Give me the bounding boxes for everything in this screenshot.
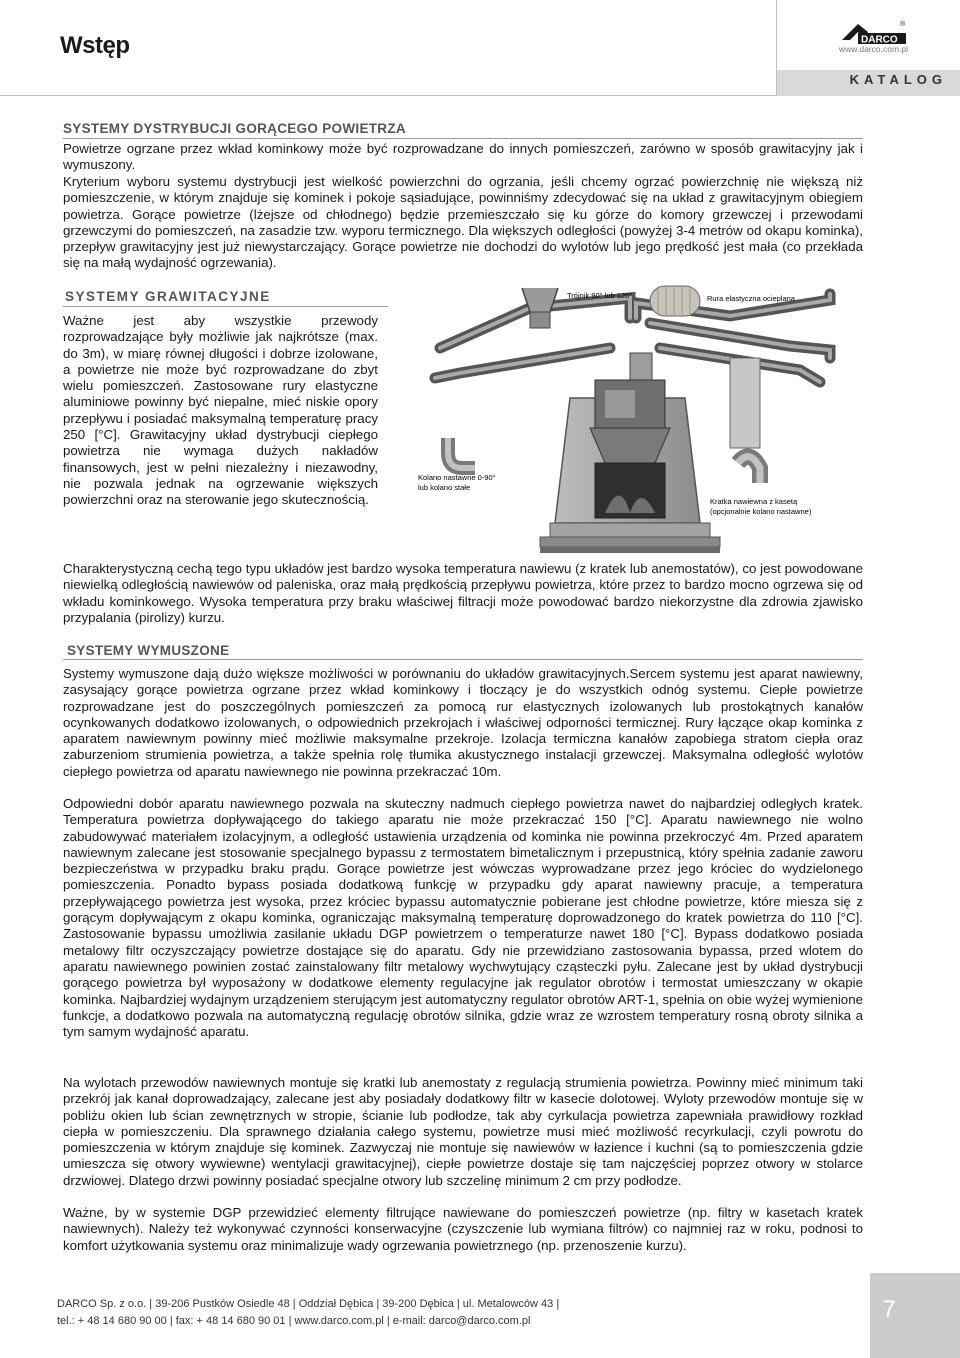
paragraph-gravity-left: Ważne jest aby wszystkie przewody rozprowadzające były możliwie jak najkrótsze (max. do 3m), w miarę równej długości i dobrze izolowane, a powietrze nie może być rozprowadzane do zbyt wielu pomieszczeń. Zastosowane rury elastyczne aluminiowe powinny być niepalne, mieć niskie opory przepływu i posiadać maksymalną temperaturę pracy 250 [°C]. Grawitacyjny układ dystrybucji ciepłego powietrza nie wymaga dużych nakładów finansowych, jest w pełni niezależny i niezawodny, nie pozwala jednak na ogrzewanie większych powierzchni oraz na sterowanie jego skutecznością. xyxy=(63,313,378,508)
paragraph: Kryterium wyboru systemu dystrybucji jest wielkość powierzchni do ogrzania, jeśli chcemy ogrzać powierzchnię nie większą niż pomieszczenie, w którym znajduje się kominek i pokoje sąsiadujące, powinniśmy zdecydować się na układ z grawitacyjnym obiegiem powietrza. Gorące powietrze (lżejsze od chłodnego) będzie przemieszczało się ku górze do komory grzewczej i przewodami grzewczymi do pomieszczeń, na zasadzie tzw. wyporu termicznego. Dla większych odległości (powyżej 3-4 metrów od okapu kominka), przepływ grawitacyjny jest już niewystarczający. Gorące powietrze nie dochodzi do wylotów lub jego prędkość jest mała (co przekłada się na małą wydajność ogrzewania). xyxy=(63,174,863,271)
footer-address: DARCO Sp. z o.o. | 39-206 Pustków Osiedle 48 | Oddział Dębica | 39-200 Dębica | ul. Metalowców 43 | xyxy=(57,1298,560,1310)
page-number: 7 xyxy=(882,1296,896,1323)
section-rule xyxy=(63,138,863,139)
paragraph: Powietrze ogrzane przez wkład kominkowy może być rozprowadzane do innych pomieszczeń, zarówno w sposób grawitacyjny jak i wymuszony. xyxy=(63,141,863,173)
footer-contact: tel.: + 48 14 680 90 00 | fax: + 48 14 680 90 01 | www.darco.com.pl | e-mail: darco@darco.com.pl xyxy=(57,1315,531,1327)
paragraph: Na wylotach przewodów nawiewnych montuje się kratki lub anemostaty z regulacją strumienia powietrza. Powinny mieć minimum taki przekrój jak kanał doprowadzający, zalecane jest aby posiadały dodatkowy filtr w kasecie dolotowej. Wyloty przewodów montuje się w pobliżu okien lub ścian zewnętrznych w stropie, ścianie lub podłodze, tak aby cyrkulacja powietrza zapewniała prawidłowy rozkład ciepła w pomieszczeniu. Dla sprawnego działania całego systemu, powietrze musi mieć możliwość recyrkulacji, czyli powrotu do pomieszczenia w którym znajduje się kominek. Zazwyczaj nie montuje się nawiewów w łazience i kuchni (są to pomieszczenia gdzie umieszcza się otwory wywiewne) wentylacji grawitacyjnej), ciepłe powietrze dostaje się tam najczęściej poprzez otwory w stolarce drzwiowej. Dlatego drzwi powinny posiadać specjalne otwory lub szczelinę minimum 2 cm przy podłodze. xyxy=(63,1075,863,1188)
label-insulated-pipe: Rura elastyczna ocieplana xyxy=(707,294,795,303)
label-grille-line1: Kratka nawiewna z kasetą xyxy=(710,497,798,506)
paragraph: Systemy wymuszone dają dużo większe możliwości w porównaniu do układów grawitacyjnych.Sercem systemu jest aparat nawiewny, zasysający gorące powietrza ogrzane przez wkład kominkowy i tłoczący je do wszystkich odnóg systemu. Ciepłe powietrze rozprowadzane jest do poszczególnych pomieszczeń za pomocą rur elastycznych izolowanych lub prostokątnych kanałów ocynkowanych dodatkowo izolowanych, o odpowiednich przekrojach i właściwej odporności termicznej. Rury łączące okap kominka z aparatem nawiewnym powinny mieć możliwie maksymalne przekroje. Izolacja termiczna kanałów zapobiega stratom ciepła oraz zaburzeniom strumienia powietrza, a także spełnia rolę tłumika akustycznego instalacji grzewczej. Maksymalna odległość wylotów ciepłego powietrza od aparatu nawiewnego nie powinna przekraczać 10m. xyxy=(63,666,863,779)
label-grille-line2: (opcjonalnie kolano nastawne) xyxy=(710,507,812,516)
section-heading-gravity: SYSTEMY GRAWITACYJNE xyxy=(65,289,271,304)
svg-text:®: ® xyxy=(900,21,906,28)
section-heading-distribution: SYSTEMY DYSTRYBUCJI GORĄCEGO POWIETRZA xyxy=(63,121,406,136)
page-title: Wstęp xyxy=(60,32,130,59)
section-rule xyxy=(63,659,863,660)
section-heading-forced: SYSTEMY WYMUSZONE xyxy=(67,643,230,658)
firebox xyxy=(595,463,665,518)
fireplace-hot-air-diagram xyxy=(400,278,960,578)
label-elbow-line2: lub kolano stałe xyxy=(418,483,471,492)
label-elbow-line1: Kolano nastawne 0-90° xyxy=(418,473,496,482)
logo-text: DARCO xyxy=(861,34,898,46)
katalog-label: KATALOG xyxy=(849,72,947,87)
paragraph: Odpowiedni dobór aparatu nawiewnego pozwala na skuteczny nadmuch ciepłego powietrza nawet do najbardziej odległych kratek. Temperatura powietrza dopływającego do takiego aparatu nie może przekraczać 150 [°C]. Aparatu nawiewnego nie wolno zabudowywać materiałem izolacyjnym, a odległość ustawienia urządzenia od kominka nie powinna przekroczyć 4m. Przed aparatem nawiewnym zalecane jest stosowanie specjalnego bypassu z termostatem bimetalicznym i przepustnicą, który spełnia zadanie zaworu bezpieczeństwa w przypadku braku prądu. Gorące powietrze jest wówczas wyprowadzane przez jego króciec do wydzielonego pomieszczenia. Ponadto bypass posiada dodatkową funkcję w przypadku gdy aparat nawiewny pracuje, a temperatura przepływającego powietrza jest wysoka, przez króciec bypassu automatycznie pobierane jest chłodne powietrze, które miesza się z gorącym dopływającym z okapu kominka, ograniczając maksymalną temperaturę doprowadzonego do kratek powietrza do 110 [°C]. Zastosowanie bypassu umożliwia zasilanie układu DGP powietrzem o temperaturze nawet 180 [°C]. Bypass dodatkowo posiada metalowy filtr oczyszczający powietrze dostające się do aparatu. Gdy nie przewidziano zastosowania bypassa, przed wlotem do aparatu nawiewnego powinien zostać zainstalowany filtr metalowy wychwytujący cząsteczki pyłu. Zalecane jest by układ dystrybucji gorącego powietrza był wyposażony w dodatkowe elementy regulacyjne jak regulator obrotów i termostat umieszczany w okapie kominka. Najbardziej wydajnym urządzeniem sterującym jest automatyczny regulator obrotów ART-1, spełnia on obie wyżej wymienione funkcje, a dodatkowo pozwala na automatyczną regulację obrotów silnika, gdzie wraz ze wzrostem temperatury rosną obroty silnika a tym samym wydajność aparatu. xyxy=(63,796,863,1040)
label-tee: Trójnik 90° lub 120° xyxy=(567,291,633,300)
section-rule xyxy=(63,306,388,307)
paragraph: Charakterystyczną cechą tego typu układów jest bardzo wysoka temperatura nawiewu (z kratek lub anemostatów), co jest powodowane niewielką odległością nawiewów od paleniska, oraz małą prędkością przepływu powietrza, które przez to bardzo mocno ogrzewa się od wkładu kominkowego. Wysoka temperatura przy braku właściwej filtracji może powodować bardzo niekorzystne dla zdrowia zjawisko przypalania (pirolizy) kurzu. xyxy=(63,561,863,625)
logo-url: www.darco.com.pl xyxy=(839,44,908,54)
paragraph: Ważne, by w systemie DGP przewidzieć elementy filtrujące nawiewane do pomieszczeń powietrze (np. filtry w kasetach kratek nawiewnych). Należy też wykonywać czynności konserwacyjne (czyszczenie lub wymiana filtrów) co najmniej raz w roku, podnosi to komfort użytkowania systemu oraz minimalizuje wady ogrzewania powietrznego (np. przenoszenie kurzu). xyxy=(63,1205,863,1253)
